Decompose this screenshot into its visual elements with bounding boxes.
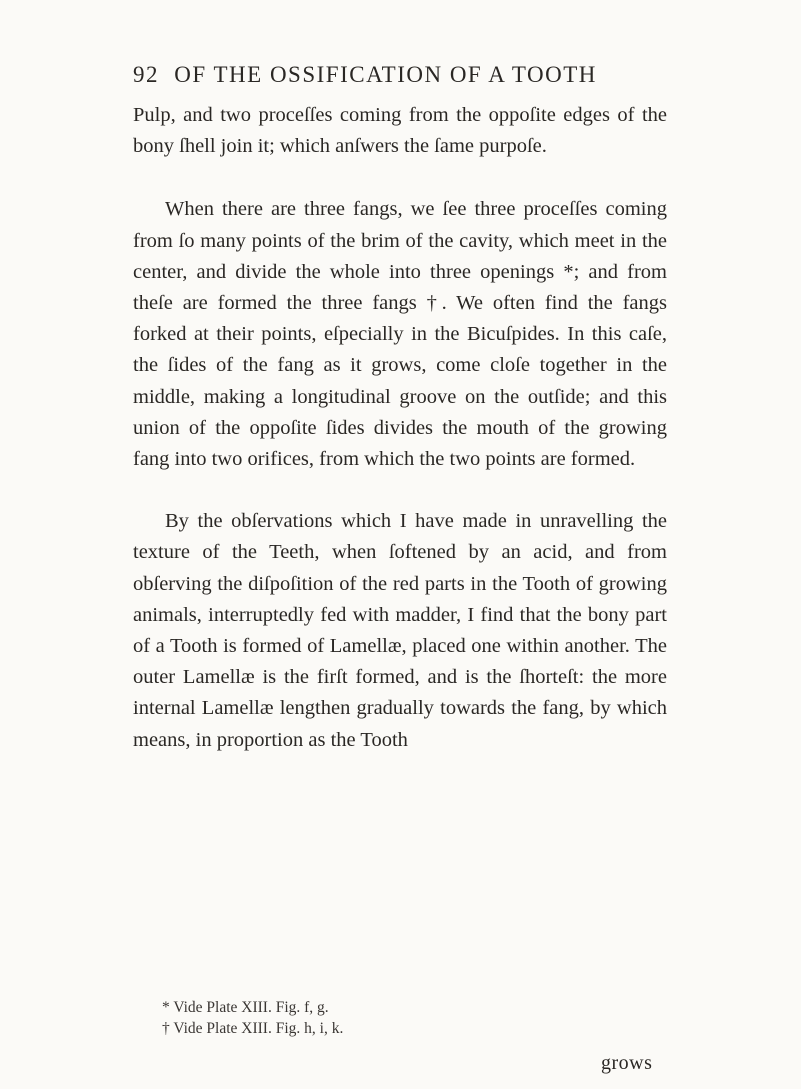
paragraph-1: Pulp, and two proceſſes coming from the oppoſite edges of the bony ſhell join it; which anſwers the ſame purpoſe.: [133, 104, 667, 158]
catchword: grows: [601, 1052, 653, 1074]
footnote-1: * Vide Plate XIII. Fig. f, g.: [162, 999, 329, 1016]
footnote-2: † Vide Plate XIII. Fig. h, i, k.: [162, 1020, 344, 1037]
page-number: 92: [133, 62, 159, 87]
running-title: OF THE OSSIFICATION OF A TOOTH: [174, 62, 597, 87]
running-header: [133, 62, 673, 88]
body-text: [133, 100, 667, 756]
paragraph-3: By the obſervations which I have made in unravelling the texture of the Teeth, when ſoftened by an acid, and from obſerving the diſpoſition of the red parts in the Tooth of growing animals, interruptedly fed with madder, I find that the bony part of a Tooth is formed of Lamellæ, placed one within another. The outer Lamellæ is the firſt formed, and is the ſhorteſt: the more internal Lamellæ lengthen gradually towards the fang, by which means, in proportion as the Tooth: [133, 510, 667, 751]
footnotes: [162, 997, 642, 1039]
paragraph-2: When there are three fangs, we ſee three proceſſes coming from ſo many points of the brim of the cavity, which meet in the center, and divide the whole into three openings *; and from theſe are formed the three fangs †. We often find the fangs forked at their points, eſpecially in the Bicuſpides. In this caſe, the ſides of the fang as it grows, come cloſe together in the middle, making a longitudinal groove on the outſide; and this union of the oppoſite ſides divides the mouth of the growing fang into two orifices, from which the two points are formed.: [133, 198, 667, 471]
